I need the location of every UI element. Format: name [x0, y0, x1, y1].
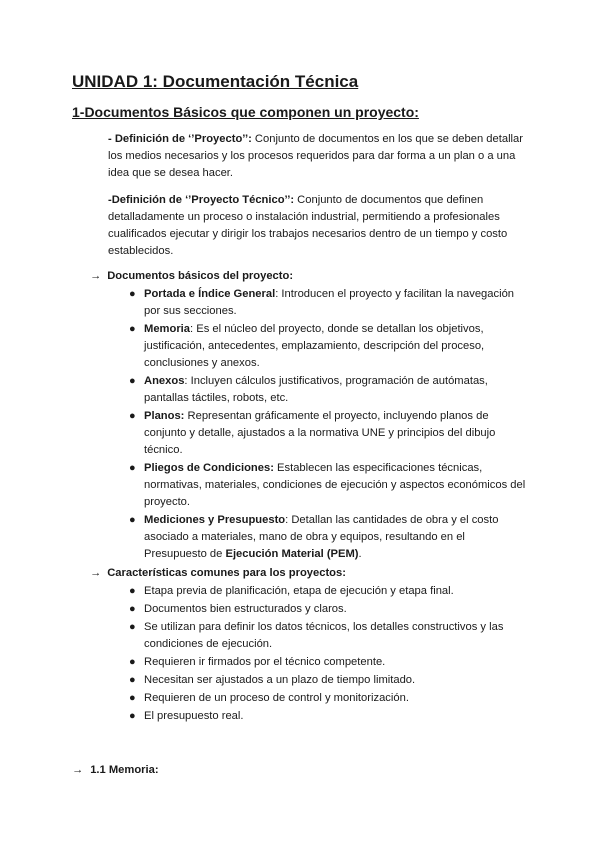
- definition-proyecto-tecnico: [108, 192, 528, 260]
- list-item: [126, 601, 526, 618]
- section-1-1-heading: [72, 762, 159, 779]
- basic-docs-heading-text: Documentos básicos del proyecto:: [107, 270, 294, 282]
- bullet-icon: ●: [129, 710, 136, 722]
- bullet-icon: ●: [129, 375, 136, 387]
- item-term-pem: Ejecución Material (PEM): [225, 548, 359, 560]
- item-term: Pliegos de Condiciones:: [144, 462, 274, 474]
- definition-text: Conjunto de documentos en los que se deben detallar los medios necesarios y los procesos requeridos para dar forma a un plan o a una idea que se desea hacer.: [108, 133, 523, 179]
- list-item: [126, 583, 526, 600]
- list-item: [126, 690, 526, 707]
- item-text: Requieren de un proceso de control y monitorización.: [144, 692, 409, 704]
- definition-proyecto: [108, 131, 528, 182]
- list-item: [126, 321, 526, 372]
- bullet-icon: ●: [129, 656, 136, 668]
- list-item: [126, 654, 526, 671]
- item-term: Memoria: [144, 323, 191, 335]
- item-term: Anexos: [144, 375, 185, 387]
- common-features-list: [126, 583, 526, 726]
- item-term: Planos:: [144, 410, 185, 422]
- item-text: : Detallan las cantidades de obra y el costo asociado a materiales, mano de obra y equipos, resultando en el Presupuesto de: [144, 514, 499, 560]
- bullet-icon: ●: [129, 514, 136, 526]
- section-heading: 1-Documentos Básicos que componen un proyecto:: [72, 104, 419, 120]
- definition-term: -Definición de ‘’Proyecto Técnico’’:: [108, 194, 295, 206]
- arrow-right-icon: →: [90, 567, 102, 579]
- bullet-icon: ●: [129, 323, 136, 335]
- item-text: Etapa previa de planificación, etapa de ejecución y etapa final.: [144, 585, 454, 597]
- item-tail: .: [358, 548, 362, 560]
- item-text: El presupuesto real.: [144, 710, 244, 722]
- list-item: [126, 619, 526, 653]
- bullet-icon: ●: [129, 692, 136, 704]
- item-term: Portada e Índice General: [144, 288, 276, 300]
- list-item: [126, 373, 526, 407]
- bullet-icon: ●: [129, 621, 136, 633]
- item-text: Requieren ir firmados por el técnico competente.: [144, 656, 386, 668]
- list-item: [126, 460, 526, 511]
- basic-docs-list: [126, 286, 526, 564]
- bullet-icon: ●: [129, 410, 136, 422]
- arrow-right-icon: →: [90, 270, 102, 282]
- definition-text: Conjunto de documentos que definen detalladamente un proceso o instalación industrial, permitiendo a profesionales cualificados ejecutar y dirigir los trabajos necesarios dentro de un tiempo y costo establecidos.: [108, 194, 508, 257]
- list-item: [126, 512, 526, 563]
- item-term: Mediciones y Presupuesto: [144, 514, 286, 526]
- item-text: Representan gráficamente el proyecto, incluyendo planos de conjunto y detalle, ajustados a la normativa UNE y principios del dibujo técnico.: [144, 410, 496, 456]
- definition-term: - Definición de ‘’Proyecto’’:: [108, 133, 252, 145]
- item-text: : Incluyen cálculos justificativos, programación de autómatas, pantallas táctiles, robots, etc.: [144, 375, 488, 404]
- item-text: : Introducen el proyecto y facilitan la navegación por sus secciones.: [144, 288, 515, 317]
- list-item: [126, 672, 526, 689]
- item-text: Necesitan ser ajustados a un plazo de tiempo limitado.: [144, 674, 416, 686]
- common-features-heading: [90, 565, 346, 582]
- item-text: Establecen las especificaciones técnicas, normativas, materiales, condiciones de ejecución y aspectos económicos del proyecto.: [144, 462, 526, 508]
- bullet-icon: ●: [129, 462, 136, 474]
- item-text: Se utilizan para definir los datos técnicos, los detalles constructivos y las condiciones de ejecución.: [144, 621, 504, 650]
- bullet-icon: ●: [129, 585, 136, 597]
- list-item: [126, 286, 526, 320]
- basic-docs-heading: [90, 268, 293, 285]
- list-item: [126, 708, 526, 725]
- common-features-heading-text: Características comunes para los proyectos:: [107, 567, 346, 579]
- page-title: UNIDAD 1: Documentación Técnica: [72, 72, 359, 91]
- item-text: : Es el núcleo del proyecto, donde se detallan los objetivos, justificación, antecedentes, emplazamiento, descripción del proceso, conclusiones y anexos.: [144, 323, 485, 369]
- bullet-icon: ●: [129, 603, 136, 615]
- list-item: [126, 408, 526, 459]
- arrow-right-icon: →: [72, 764, 84, 776]
- bullet-icon: ●: [129, 674, 136, 686]
- section-1-1-text: 1.1 Memoria:: [90, 764, 159, 776]
- item-text: Documentos bien estructurados y claros.: [144, 603, 347, 615]
- bullet-icon: ●: [129, 288, 136, 300]
